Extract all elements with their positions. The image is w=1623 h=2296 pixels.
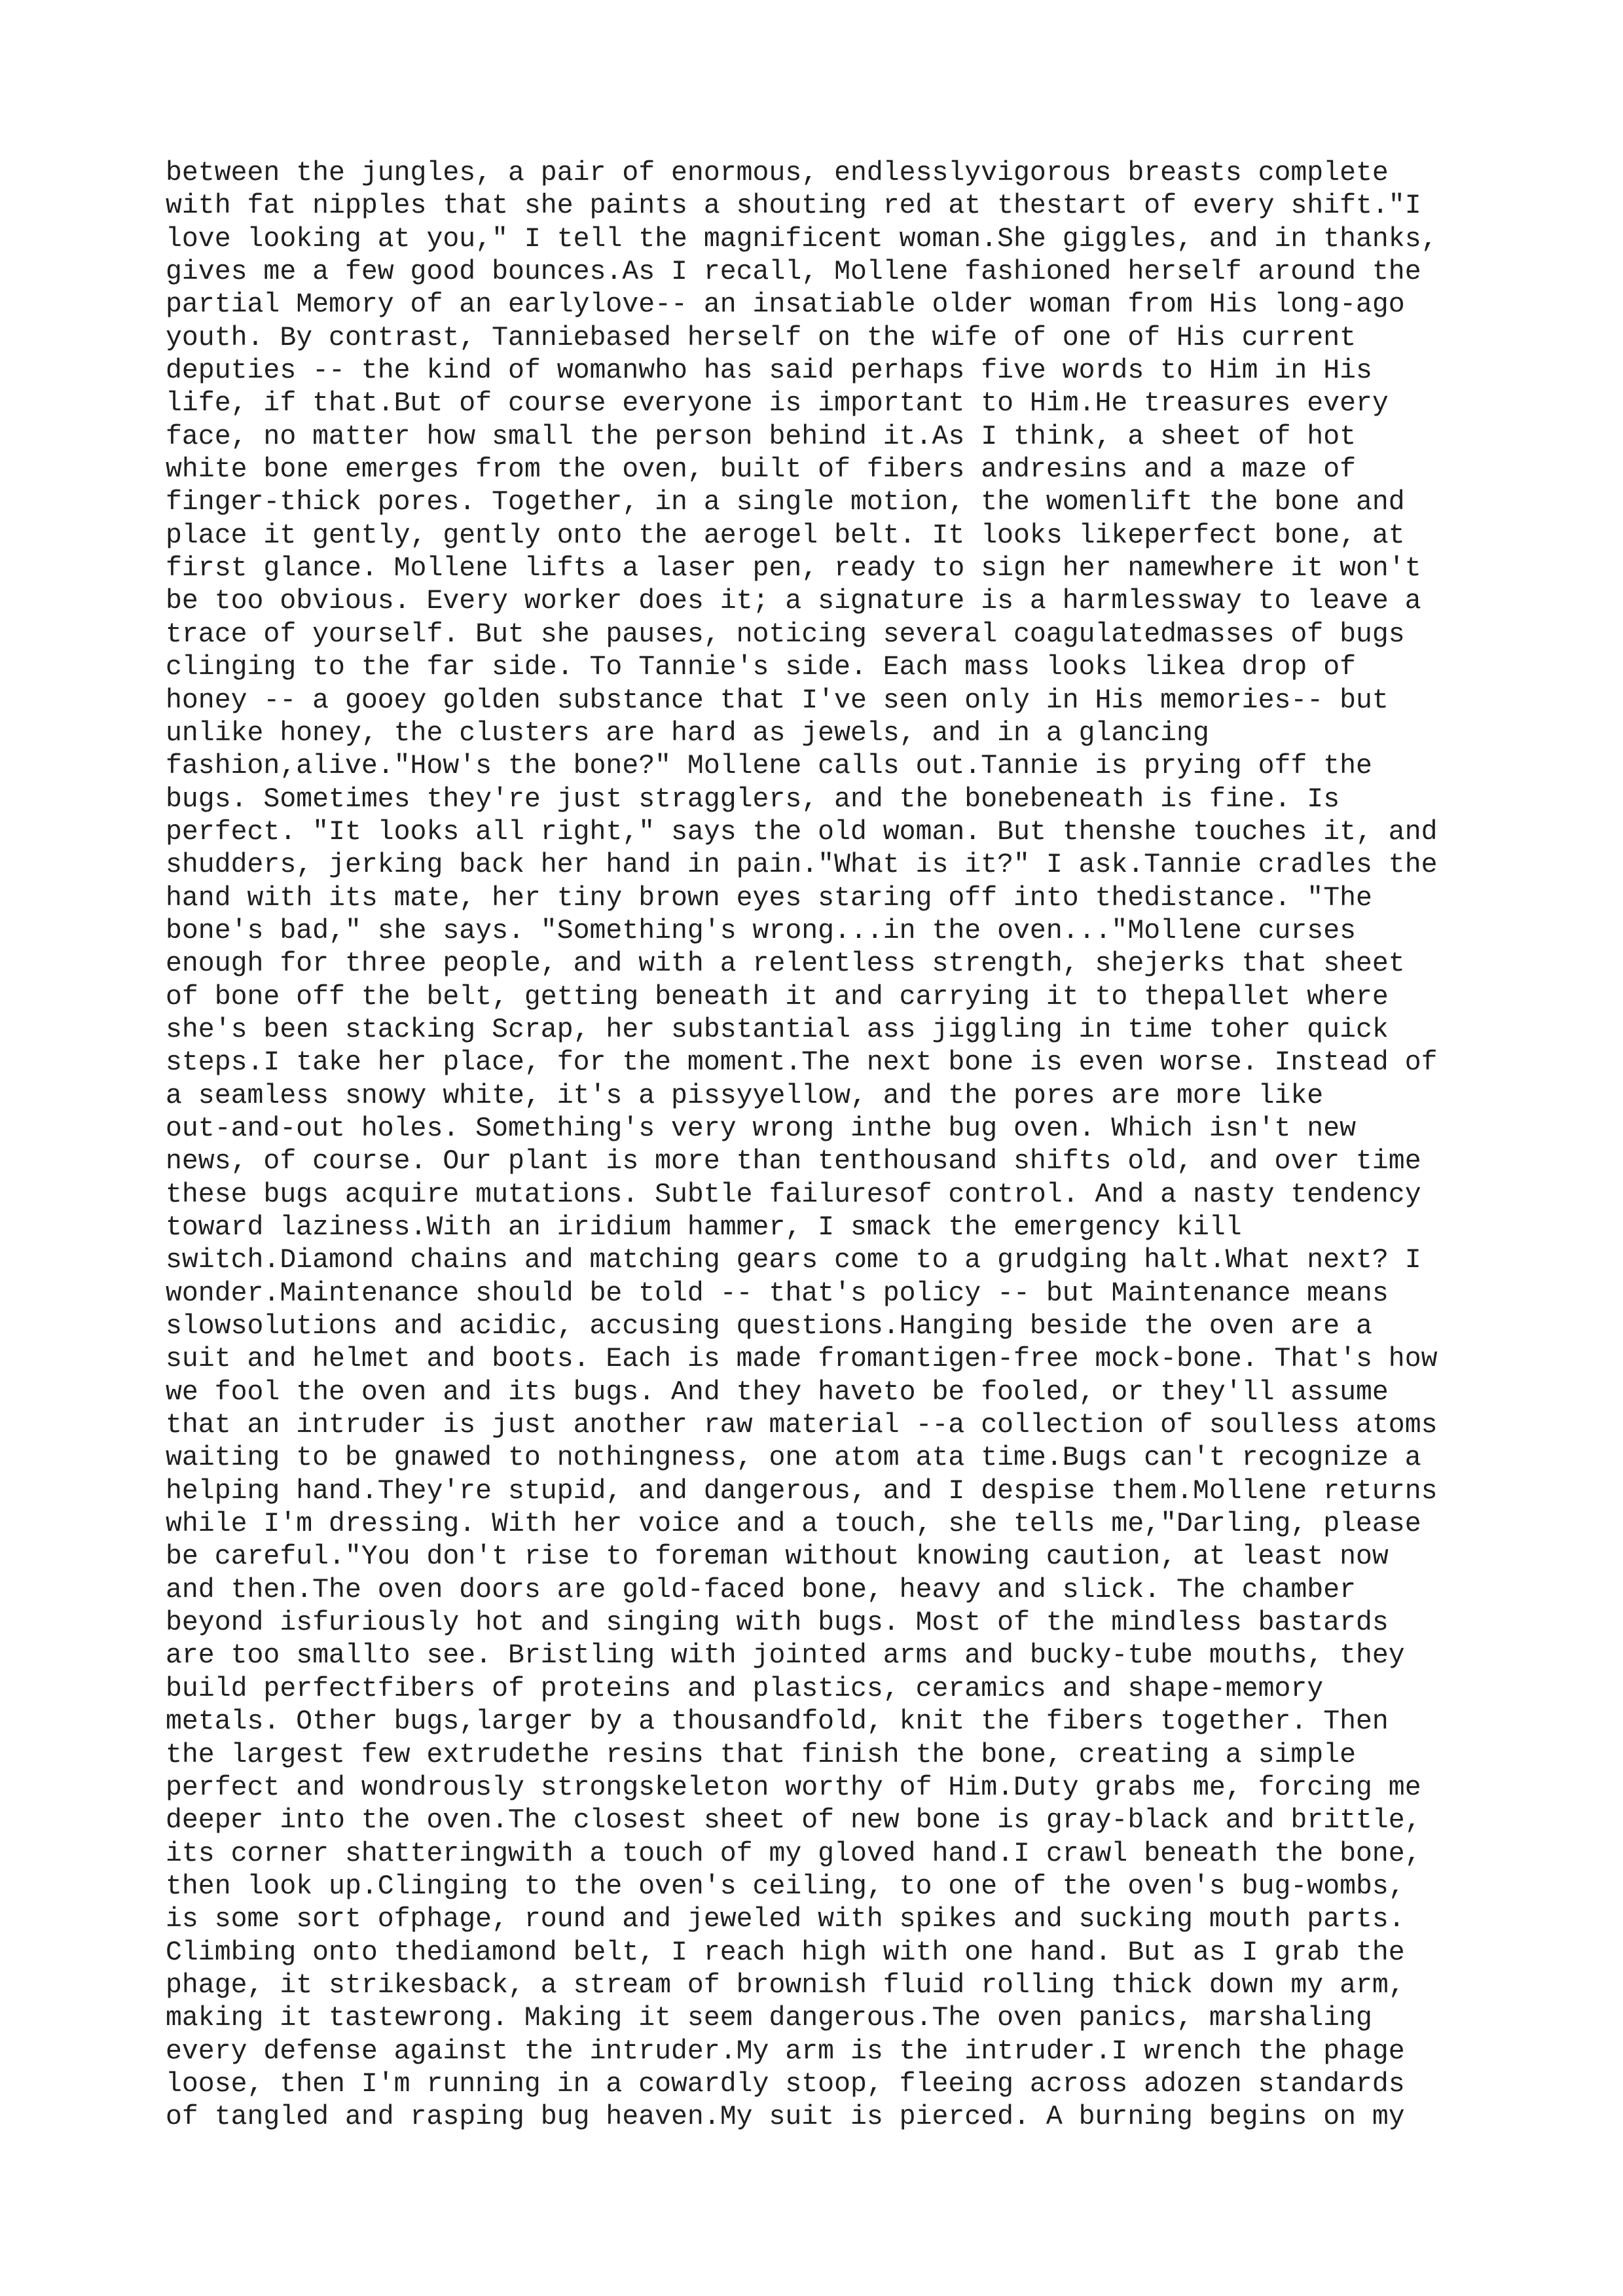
text-line: build perfectfibers of proteins and plastics, ceramics and shape-memory <box>166 1673 1324 1704</box>
text-line: place it gently, gently onto the aerogel belt. It looks likeperfect bone, at <box>166 520 1405 551</box>
text-line: while I'm dressing. With her voice and a touch, she tells me,"Darling, please <box>166 1509 1421 1540</box>
text-line: every defense against the intruder.My arm is the intruder.I wrench the phage <box>166 2036 1405 2067</box>
text-line: suit and helmet and boots. Each is made fromantigen-free mock-bone. That's how <box>166 1344 1438 1375</box>
text-line: wonder.Maintenance should be told -- that's policy -- but Maintenance means <box>166 1278 1389 1309</box>
text-line: enough for three people, and with a relentless strength, shejerks that sheet <box>166 948 1405 980</box>
text-line: a seamless snowy white, it's a pissyyellow, and the pores are more like <box>166 1080 1324 1111</box>
text-line: steps.I take her place, for the moment.The next bone is even worse. Instead of <box>166 1047 1438 1079</box>
text-line: life, if that.But of course everyone is important to Him.He treasures every <box>166 388 1389 420</box>
text-line: of bone off the belt, getting beneath it and carrying it to thepallet where <box>166 981 1389 1013</box>
text-line: with fat nipples that she paints a shouting red at thestart of every shift."I <box>166 190 1421 222</box>
text-line: out-and-out holes. Something's very wrong inthe bug oven. Which isn't new <box>166 1113 1356 1144</box>
text-line: metals. Other bugs,larger by a thousandfold, knit the fibers together. Then <box>166 1706 1389 1738</box>
body-text <box>166 157 1475 2134</box>
text-line: love looking at you," I tell the magnificent woman.She giggles, and in thanks, <box>166 223 1438 255</box>
text-line: news, of course. Our plant is more than tenthousand shifts old, and over time <box>166 1146 1421 1177</box>
text-line: we fool the oven and its bugs. And they haveto be fooled, or they'll assume <box>166 1376 1389 1408</box>
text-line: between the jungles, a pair of enormous, endlesslyvigorous breasts complete <box>166 158 1389 188</box>
text-line: shudders, jerking back her hand in pain."What is it?" I ask.Tannie cradles the <box>166 850 1438 881</box>
text-line: white bone emerges from the oven, built of fibers andresins and a maze of <box>166 454 1356 486</box>
text-line: fashion,alive."How's the bone?" Mollene calls out.Tannie is prying off the <box>166 751 1372 782</box>
text-line: perfect. "It looks all right," says the old woman. But thenshe touches it, and <box>166 816 1438 848</box>
text-line: phage, it strikesback, a stream of brownish fluid rolling thick down my arm, <box>166 1969 1405 2001</box>
text-line: unlike honey, the clusters are hard as jewels, and in a glancing <box>166 717 1209 749</box>
text-line: honey -- a gooey golden substance that I've seen only in His memories-- but <box>166 685 1389 716</box>
text-line: be careful."You don't rise to foreman without knowing caution, at least now <box>166 1541 1389 1573</box>
text-line: beyond isfuriously hot and singing with bugs. Most of the mindless bastards <box>166 1607 1389 1639</box>
text-line: then look up.Clinging to the oven's ceiling, to one of the oven's bug-wombs, <box>166 1871 1405 1902</box>
text-line: be too obvious. Every worker does it; a signature is a harmlessway to leave a <box>166 586 1421 617</box>
text-line: loose, then I'm running in a cowardly stoop, fleeing across adozen standards <box>166 2068 1405 2100</box>
text-line: toward laziness.With an iridium hammer, I smack the emergency kill <box>166 1212 1242 1243</box>
text-line: partial Memory of an earlylove-- an insatiable older woman from His long-ago <box>166 289 1405 321</box>
text-line: finger-thick pores. Together, in a single motion, the womenlift the bone and <box>166 487 1405 518</box>
text-line: Climbing onto thediamond belt, I reach high with one hand. But as I grab the <box>166 1937 1405 1968</box>
text-line: are too smallto see. Bristling with jointed arms and bucky-tube mouths, they <box>166 1640 1405 1672</box>
text-line: she's been stacking Scrap, her substantial ass jiggling in time toher quick <box>166 1014 1389 1045</box>
text-line: face, no matter how small the person behind it.As I think, a sheet of hot <box>166 421 1356 452</box>
text-line: helping hand.They're stupid, and dangerous, and I despise them.Mollene returns <box>166 1475 1438 1507</box>
text-line: its corner shatteringwith a touch of my gloved hand.I crawl beneath the bone, <box>166 1838 1421 1869</box>
text-line: first glance. Mollene lifts a laser pen, ready to sign her namewhere it won't <box>166 553 1421 584</box>
text-line: and then.The oven doors are gold-faced bone, heavy and slick. The chamber <box>166 1574 1356 1605</box>
text-line: waiting to be gnawed to nothingness, one atom ata time.Bugs can't recognize a <box>166 1443 1421 1474</box>
text-line: making it tastewrong. Making it seem dangerous.The oven panics, marshaling <box>166 2003 1372 2034</box>
text-line: switch.Diamond chains and matching gears come to a grudging halt.What next? I <box>166 1245 1421 1276</box>
text-line: slowsolutions and acidic, accusing questions.Hanging beside the oven are a <box>166 1311 1372 1342</box>
text-line: deputies -- the kind of womanwho has said perhaps five words to Him in His <box>166 355 1372 387</box>
text-line: bone's bad," she says. "Something's wrong...in the oven..."Mollene curses <box>166 915 1356 946</box>
text-line: deeper into the oven.The closest sheet of new bone is gray-black and brittle, <box>166 1805 1421 1837</box>
text-line: perfect and wondrously strongskeleton worthy of Him.Duty grabs me, forcing me <box>166 1772 1421 1803</box>
text-line: is some sort ofphage, round and jeweled with spikes and sucking mouth parts. <box>166 1904 1405 1935</box>
text-line: these bugs acquire mutations. Subtle failuresof control. And a nasty tendency <box>166 1179 1421 1210</box>
text-line: the largest few extrudethe resins that finish the bone, creating a simple <box>166 1739 1356 1770</box>
text-line: that an intruder is just another raw material --a collection of soulless atoms <box>166 1410 1438 1441</box>
text-line: trace of yourself. But she pauses, noticing several coagulatedmasses of bugs <box>166 619 1405 650</box>
text-line: gives me a few good bounces.As I recall, Mollene fashioned herself around the <box>166 257 1421 288</box>
text-line: youth. By contrast, Tanniebased herself on the wife of one of His current <box>166 322 1356 353</box>
text-line: clinging to the far side. To Tannie's side. Each mass looks likea drop of <box>166 652 1356 683</box>
text-line: bugs. Sometimes they're just stragglers, and the bonebeneath is fine. Is <box>166 783 1340 815</box>
text-line: hand with its mate, her tiny brown eyes staring off into thedistance. "The <box>166 882 1372 914</box>
text-line: of tangled and rasping bug heaven.My suit is pierced. A burning begins on my <box>166 2102 1405 2133</box>
